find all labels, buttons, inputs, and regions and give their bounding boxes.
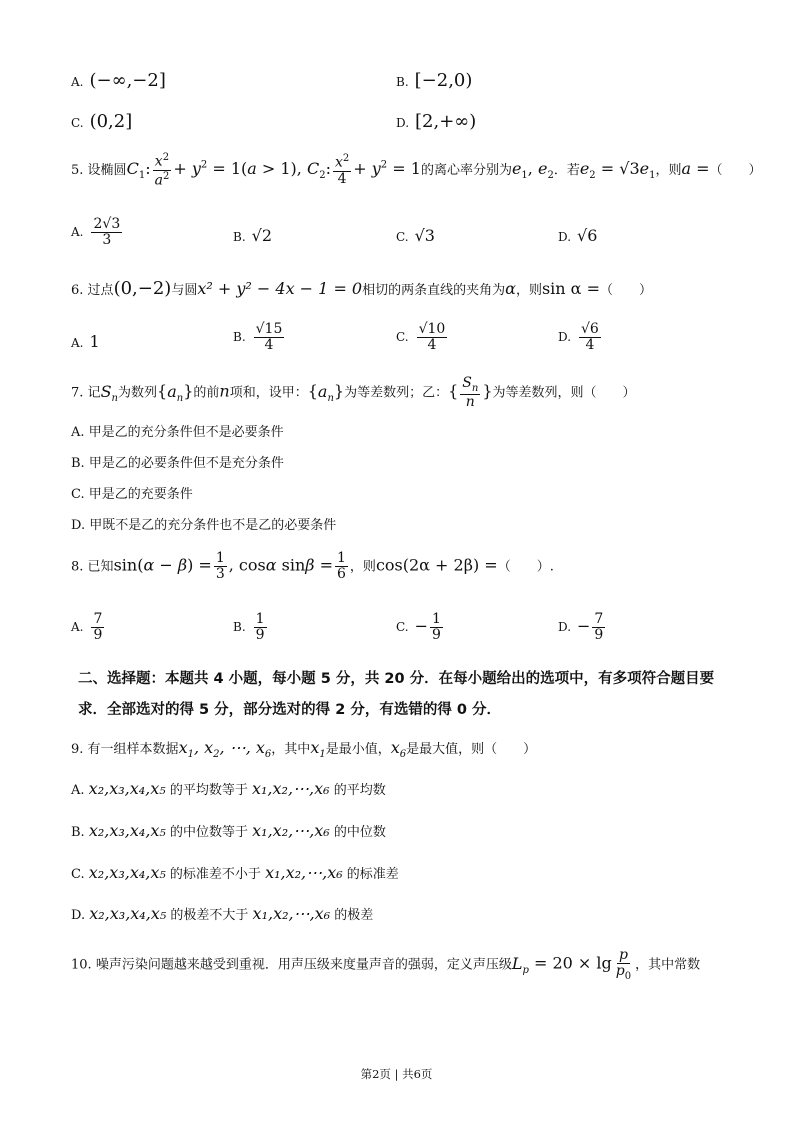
question-8: 8. 已知sin(α − β) = $\frac{1}{3}$ , cosα sinβ = $\frac{1}{6}$ ，则cos(2α + 2β) =（ ）. [71,550,554,583]
q6-option-b: B. $\frac{√15}{4}$ [233,321,283,354]
q4-option-a: A. (−∞,−2] [71,70,166,91]
q4-option-b: B. [−2,0) [396,70,473,91]
q9-option-a: A. x₂,x₃,x₄,x₅ 的平均数等于 x₁,x₂,⋯,x₆ 的平均数 [71,779,386,798]
q5-option-a: A. $\frac{2√3}{3}$ [71,216,121,249]
q8-option-d: D. − $\frac{7}{9}$ [558,611,604,644]
q7-option-d: D. 甲既不是乙的充分条件也不是乙的必要条件 [71,518,337,533]
q7-option-c: C. 甲是乙的充要条件 [71,487,193,502]
q8-option-b: B. $\frac{1}{9}$ [233,611,265,644]
question-10: 10. 噪声污染问题越来越受到重视．用声压级来度量声音的强弱，定义声压级$L_p = 20 \times \lg$ $\frac{p}{p_0}$ ，其中常数 [71,947,701,983]
q8-option-c: C. − $\frac{1}{9}$ [396,611,441,644]
q7-option-b: B. 甲是乙的必要条件但不是充分条件 [71,456,284,471]
q6-option-d: D. $\frac{√6}{4}$ [558,321,599,354]
q6-option-a: A. 1 [71,332,100,351]
page-footer: 第2页 | 共6页 [360,1067,433,1081]
q5-option-d: D. √6 [558,226,598,245]
question-9: 9. 有一组样本数据$x_1$, $x_2$, ⋯, $x_6$，其中$x_1$是最小值，$x_6$是最大值，则（ ） [71,738,537,761]
section-2-heading: 二、选择题：本题共 4 小题，每小题 5 分，共 20 分．在每小题给出的选项中，有多项符合题目要求．全部选对的得 5 分，部分选对的得 2 分，有选错的得 0 分． [78,671,715,718]
q9-option-b: B. x₂,x₃,x₄,x₅ 的中位数等于 x₁,x₂,⋯,x₆ 的中位数 [71,821,386,840]
question-7: 7. 记$S_n$为数列$\{a_n\}$的前n项和，设甲：$\{a_n\}$为等差数列；乙：{ $\frac{S_n}{n}$ }为等差数列，则（ ） [71,375,636,410]
q9-option-d: D. x₂,x₃,x₄,x₅ 的极差不大于 x₁,x₂,⋯,x₆ 的极差 [71,904,374,923]
q7-option-a: A. 甲是乙的充分条件但不是必要条件 [71,425,284,440]
q9-option-c: C. x₂,x₃,x₄,x₅ 的标准差不小于 x₁,x₂,⋯,x₆ 的标准差 [71,863,399,882]
q8-option-a: A. $\frac{7}{9}$ [71,611,103,644]
q6-option-c: C. $\frac{√10}{4}$ [396,321,446,354]
question-5: 5. 设椭圆$C_1$: $\frac{x^2}{a^2}$ + $y^2 = 1(a > 1)$, $C_2$: $\frac{x^2}{4}$ + $y^2 = 1$的离心率分别为$e_1$, $e_2$．若$e_2 = √3e_1$，则a =（ ） [71,152,762,189]
q4-option-c: C. (0,2] [71,111,133,132]
q5-option-c: C. √3 [396,226,435,245]
question-6: 6. 过点(0,−2)与圆x² + y² − 4x − 1 = 0相切的两条直线的夹角为α，则sin α =（ ） [71,278,652,299]
q5-option-b: B. √2 [233,226,273,245]
q4-option-d: D. [2,+∞) [396,111,477,132]
